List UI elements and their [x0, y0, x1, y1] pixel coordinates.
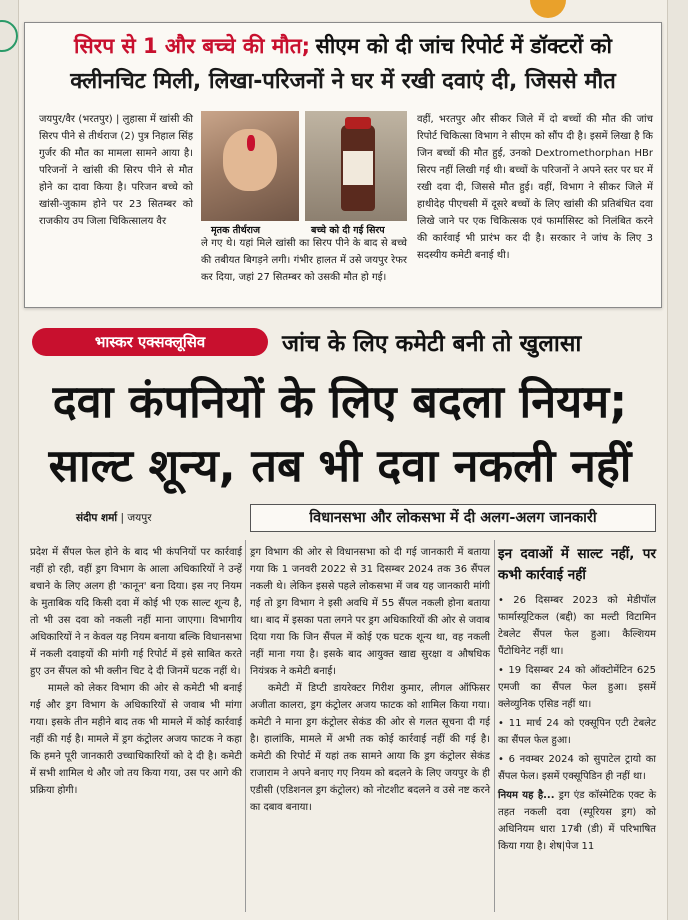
photo-child-caption: मृतक तीर्थराज — [211, 225, 261, 236]
main-column-2 — [250, 544, 490, 816]
sidebar-note — [498, 787, 656, 855]
sidebar-item: • 19 दिसम्बर 24 को ऑक्टोमेंटिन 625 एमजी का सैंपल फेल हुआ। इसमें क्लेव्युनिक एसिड नहीं था। — [498, 665, 656, 710]
main-headline-line1: दवा कंपनियों के लिए बदला नियम; — [52, 375, 628, 428]
paragraph: मामले को लेकर विभाग की ओर से कमेटी भी बनाई गई और ड्रग विभाग के अधिकारियों से जवाब भी मांगा गया। इसके तीन महीने बाद तक भी मामले में कोई कार्रवाई नहीं की गई है। मामले में ड्रग कंट्रोलर अजय फाटक ने कहा कि हमने पूरी जानकारी उच्चाधिकारियों को दे दी है। कमेटी में सभी शामिल थे और जो तय किया गया, उस पर आगे की प्रक्रिया होगी। — [30, 683, 242, 796]
photo-syrup-caption: बच्चे को दी गई सिरप — [311, 225, 385, 236]
left-page-edge — [0, 0, 19, 920]
top-story-column-3: वहीं, भरतपुर और सीकर जिले में दो बच्चों की मौत की जांच रिपोर्ट चिकित्सा विभाग ने सीएम को सौंप दी है। इसमें लिखा है कि जिन बच्चों की मौत हुई, उनको Dextromethorphan HBr सिरप नहीं लिखी गई थी। बच्चों के परिजनों ने अपने स्तर पर घर में रखी दवा दी, जिससे मौत हुई। वहीं, विभाग ने सीकर जिले में हाथीदेह पीएचसी में दूसरे बच्चों के लिए खांसी की प्रतिबंधित दवा लिखे जाने पर एक चिकित्सक एवं फार्मासिस्ट को निलंबित करने की कार्रवाई भी प्रारंभ कर दी है। सरकार ने जांच के लिए 3 सदस्यीय कमेटी बनाई थी। — [417, 114, 653, 261]
sidebar-note-lead: नियम यह है... — [498, 790, 555, 801]
byline-place: | जयपुर — [120, 512, 152, 524]
byline-name: संदीप शर्मा — [76, 512, 118, 524]
sidebar-item-text: 19 दिसम्बर 24 को ऑक्टोमेंटिन 625 एमजी का सैंपल फेल हुआ। इसमें क्लेव्युनिक एसिड नहीं था। — [498, 665, 656, 710]
right-page-edge — [667, 0, 688, 920]
bottle-cap — [345, 117, 371, 129]
column-rule — [245, 540, 246, 912]
paragraph: ड्रग विभाग की ओर से विधानसभा को दी गई जानकारी में बताया गया कि 1 जनवरी 2022 से 31 दिसम्बर 2024 तक 36 सैंपल नकली थे। लेकिन इससे पहले लोकसभा में जब यह जानकारी मांगी गई तो ड्रग विभाग ने इसी अवधि में 55 सैंपल नकली होना बताया था। बाद में इसका पता लगने पर ड्रग अधिकारियों की ओर से जवाब दिया गया कि जिन सैंपल में कोई एक घटक शून्य था, वह नकली नहीं माना गया है। इसके बाद आयुक्त खाद्य सुरक्षा व औषधिक नियंत्रक ने कमेटी बनाई। — [250, 547, 490, 677]
top-story-headline — [25, 23, 661, 99]
exclusive-subtitle: जांच के लिए कमेटी बनी तो खुलासा — [282, 331, 582, 357]
main-column-1 — [30, 544, 242, 799]
sidebar-item: • 11 मार्च 24 को एक्सूपिन एटी टेबलेट का सैंपल फेल हुआ। — [498, 718, 656, 746]
photo-syrup-bottle — [305, 111, 407, 221]
top-story-photos — [201, 111, 407, 236]
byline — [76, 511, 152, 525]
sidebar-title: इन दवाओं में साल्ट नहीं, पर कभी कार्रवाई नहीं — [498, 546, 656, 583]
photo-child — [201, 111, 299, 221]
main-headline-line2: साल्ट शून्य, तब भी दवा नकली नहीं — [48, 439, 632, 492]
top-story-headline-line2: क्लीनचिट मिली, लिखा-परिजनों ने घर में रखी दवाएं दी, जिससे मौत — [70, 69, 616, 94]
sidebar-item-text: 26 दिसम्बर 2023 को मेडीपॉल फार्मास्यूटिकल (बद्दी) का मल्टी विटामिन टेबलेट सैंपल फेल हुआ। कैल्शियम पैंटोथिनेट नहीं था। — [498, 595, 656, 657]
subhead-box: विधानसभा और लोकसभा में दी अलग-अलग जानकारी — [250, 504, 656, 532]
sidebar-note-text: ड्रग एंड कॉस्मेटिक एक्ट के तहत नकली दवा (स्पूरियस ड्रग) को अधिनियम धारा 17बी (डी) में परिभाषित किया गया है। शेष|पेज 11 — [498, 790, 656, 852]
paragraph: प्रदेश में सैंपल फेल होने के बाद भी कंपनियों पर कार्रवाई नहीं हो रही, वहीं ड्रग विभाग के आला अधिकारियों ने उन्हें बचाने के लिए अलग ही 'कानून' बना दिया। इस नए नियम के मुताबिक यदि किसी दवा में कोई भी एक साल्ट शून्य है, तो भी उस दवा को नकली नहीं माना जाएगा। विभागीय अधिकारियों ने न केवल यह नियम बनाया बल्कि विधानसभा में नकली दवाइयों की मांगी गई रिपोर्ट में इसे साबित करते हुए उन सैंपल को भी क्लीन चिट दे दी जिनमें घटक नहीं थे। — [30, 547, 242, 677]
column-rule — [494, 540, 495, 912]
top-story-box — [24, 22, 662, 308]
corner-circle-mark — [0, 20, 18, 52]
top-story-column-2: ले गए थे। यहां मिले खांसी का सिरप पीने के बाद से बच्चे की तबीयत बिगड़ने लगी। गंभीर हालत में उसे जयपुर रेफर कर दिया, जहां 27 सितम्बर को उसकी मौत हो गई। — [201, 238, 407, 283]
top-story-headline-lead: सिरप से 1 और बच्चे की मौत; — [74, 34, 311, 58]
sun-graphic — [530, 0, 566, 18]
bottle-label — [343, 151, 373, 185]
tilak-mark — [247, 135, 255, 151]
top-story-headline-rest: सीएम को दी जांच रिपोर्ट में डॉक्टरों को — [315, 34, 612, 58]
top-story-column-1: जयपुर/वैर (भरतपुर) | लुहासा में खांसी की सिरप पीने से तीर्थराज (2) पुत्र निहाल सिंह गुर्जर की मौत का मामला सामने आया है। परिजनों ने खांसी की सिरप पीने से मौत होने का दावा किया है। परिजन बच्चे को खांसी-जुकाम होने पर 23 सितम्बर को राजकीय उप जिला चिकित्सालय वैर — [39, 114, 193, 227]
sidebar-item-text: 11 मार्च 24 को एक्सूपिन एटी टेबलेट का सैंपल फेल हुआ। — [498, 718, 656, 746]
sidebar-column — [498, 544, 656, 855]
sidebar-item-text: 6 नवम्बर 2024 को सुपाटेल ट्रायो का सैंपल फेल। इसमें एक्सूपिडिन ही नहीं था। — [498, 754, 656, 782]
sidebar-item: • 26 दिसम्बर 2023 को मेडीपॉल फार्मास्यूटिकल (बद्दी) का मल्टी विटामिन टेबलेट सैंपल फेल हुआ। कैल्शियम पैंटोथिनेट नहीं था। — [498, 595, 656, 657]
paragraph: कमेटी में डिप्टी डायरेक्टर गिरीश कुमार, लीगल ऑफिसर अजीता कालरा, ड्रग कंट्रोलर अजय फाटक को शामिल किया गया। कमेटी ने माना ड्रग कंट्रोलर सेकंड की ओर से गलत सूचना दी गई है। हालांकि, मामले में अभी तक कोई कार्रवाई नहीं की गई है। कमेटी की रिपोर्ट में यहां तक सामने आया कि ड्रग कंट्रोलर सेकंड राजाराम ने अपने बनाए गए नियम को बदलने के लिए जयपुर के ही एडीसी (एडिशनल ड्रग कंट्रोलर) को नोटशीट बदलने व उसे नष्ट करने का दबाव बनाया। — [250, 683, 490, 813]
sidebar-item: • 6 नवम्बर 2024 को सुपाटेल ट्रायो का सैंपल फेल। इसमें एक्सूपिडिन ही नहीं था। — [498, 754, 656, 782]
exclusive-tag: भास्कर एक्सक्लूसिव — [32, 328, 268, 356]
